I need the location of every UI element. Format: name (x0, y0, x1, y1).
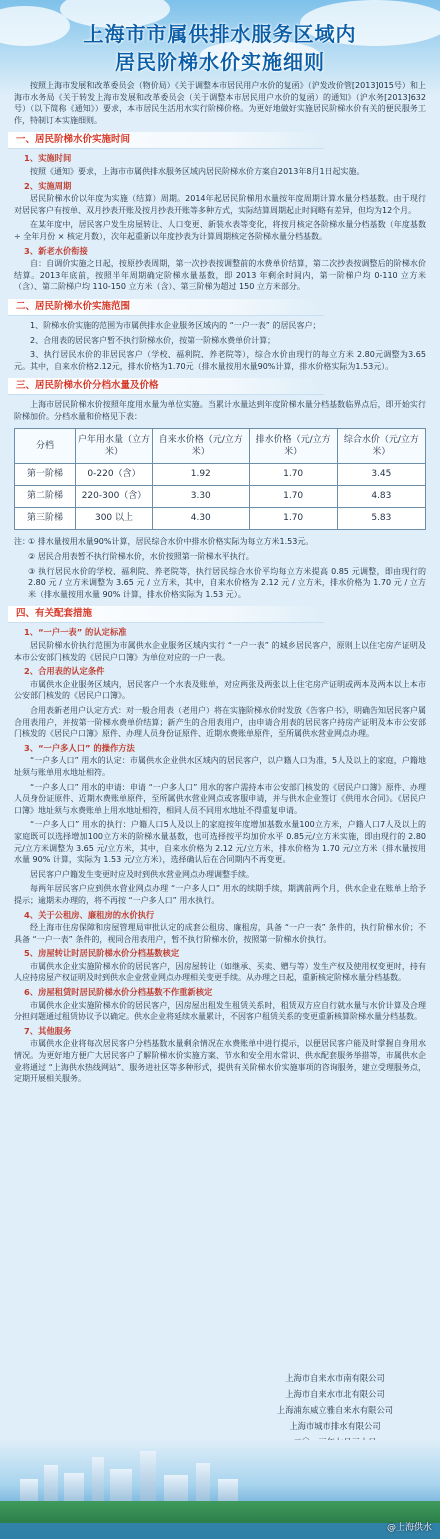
signature-org: 上海市自来水市南有限公司 (285, 1373, 385, 1383)
page-title: 上海市市属供排水服务区域内 (83, 22, 357, 46)
table-header-cell: 排水价格（元/立方米） (249, 429, 337, 464)
signature-org: 上海市自来水市北有限公司 (285, 1389, 385, 1399)
paragraph: 市属供水企业实施阶梯水价的居民客户，因房屋出租发生租赁关系时，租赁双方应自行就水量与水价计算及合理分担问题通过租赁协议予以确定。供水企业将延续水量累计，不因客户租赁关系的变更重新核算阶梯水量分档基数。 (14, 1000, 426, 1022)
table-cell: 4.30 (153, 508, 250, 530)
subheading: 3、“一户多人口” 的操作方法 (24, 742, 135, 753)
subheading: 1、“一户一表” 的认定标准 (24, 627, 127, 638)
table-cell: 第二阶梯 (15, 486, 76, 508)
section-heading: 四、有关配套措施 (8, 606, 324, 623)
paragraph: “一户多人口” 用水的认定：市属供水企业供水区域内的居民客户，以户籍人口为准，5人及以上的家庭，户籍地址须与账单用水地址相符。 (14, 756, 426, 777)
table-row (15, 486, 426, 508)
intro-paragraph: 按照上海市发展和改革委员会（物价局）《关于调整本市居民用户水价的复函》（沪发改价管[2013]015号）和上海市水务局《关于转发上海市发展和改革委员会（关于调整本市居民用户水价的复函）的通知》（沪水务[2013]632号）（以下简称《通知》）要求，本市居民生活用水实行阶梯价格。为更好地做好实施居民阶梯水价有关的便民服务工作，特制订本实施细则。 (14, 81, 426, 125)
table-row (15, 464, 426, 486)
table-cell: 4.83 (337, 486, 425, 508)
subheading: 6、房屋租赁时居民阶梯水价分档基数不作重新核定 (24, 987, 213, 998)
subheading: 2、实施周期 (24, 180, 72, 191)
section-heading: 二、居民阶梯水价实施范围 (8, 299, 324, 316)
paragraph: 市属供水企业将每次居民客户分档基数水量剩余情况在水费账单中进行提示，以便居民客户能及时掌握自身用水情况。为更好地方便广大居民客户了解阶梯水价实施方案、节水和安全用水常识、供水配套服务举措等，市属供水企业将通过 “上海供水热线网站”、服务进社区等多种形式，提供有关阶梯水价实施事项的咨询服务，建立受理服务点，定期开展相关服务。 (14, 1039, 426, 1084)
table-header-cell: 户年用水量（立方米） (76, 429, 153, 464)
subheading: 7、其他服务 (24, 1025, 72, 1036)
paragraph: 2、合用表的居民客户暂不执行阶梯水价，按第一阶梯水费单价计算； (30, 335, 276, 345)
table-row (15, 508, 426, 530)
paragraph: 按照《通知》要求，上海市市属供排水服务区域内居民阶梯水价方案自2013年8月1日起实施。 (30, 166, 365, 176)
paragraph: 1、阶梯水价实施的范围为市属供排水企业服务区域内的 “一户一表” 的居民客户； (30, 320, 321, 330)
section-heading: 三、居民阶梯水价分档水量及价格 (8, 378, 324, 395)
subheading: 5、房屋转让时居民阶梯水价分档基数核定 (24, 948, 180, 959)
table-cell: 1.70 (249, 508, 337, 530)
table-header-cell: 自来水价格（元/立方米） (153, 429, 250, 464)
table-cell: 第三阶梯 (15, 508, 76, 530)
paragraph: 每两年居民客户应到供水营业网点办理 “一户多人口” 用水的续期手续，期满前两个月，供水企业在账单上给予提示；逾期未办理的，将不再按 “一户多人口” 用水执行。 (14, 884, 426, 905)
subheading: 1、实施时间 (24, 153, 72, 164)
paragraph: 居民阶梯水价执行范围为市属供水企业服务区域内实行 “一户一表” 的城乡居民客户，原则上以住宅房产证明及本市公安部门核发的《居民户口簿》为单位对应的一户一表。 (14, 641, 426, 662)
paragraph: 3、执行居民水价的非居民客户（学校、福利院、养老院等），综合水价由现行的每立方米 2.80元调整为3.65元。其中，自来水价格2.12元，排水价格为1.70元（排水量按用水量90%计算，排水价格实际为1.53元）。 (14, 350, 426, 371)
paragraph: 市属供水企业服务区域内，居民客户一个水表及账单，对应两张及两张以上住宅房产证明或两本及两本以上本市公安部门核发的《居民户口簿》。 (14, 679, 426, 701)
paragraph: “一户多人口” 用水的申请：申请 “一户多人口” 用水的客户需持本市公安部门核发的《居民户口簿》原件、办理人员身份证原件、近期水费账单原件，至所属供水营业网点或客服申请，并与供水企业签订《供用水合同》。《居民户口簿》地址须与水费账单上用水地址相符，相同人员不同用水地址不得重复申请。 (14, 782, 426, 815)
document-body (14, 80, 426, 1088)
paragraph: 居民阶梯水价以年度为实施（结算）周期。2014年起居民阶梯用水量按年度周期计算水量分档基数。由于现行对居民客户有按单、双月抄表开账及按月抄表开账等多种方式，实际结算周期起止时间略有差异，但均为12个月。 (14, 194, 426, 215)
table-header-row (15, 429, 426, 464)
subheading: 4、关于公租房、廉租房的水价执行 (24, 909, 155, 920)
note-item: ③ 执行居民水价的学校、福利院、养老院等，执行居民综合水价平均每立方米提高 0.85 元调整，即由现行的 2.80 元 / 立方米调整为 3.65 元 / 立方米，其中，自来水价格为 2.12 元 / 立方米，排水价格为 1.70 元 / 立方米（排水量按用水量 90% 计算，排水价格实际为 1.53 元）。 (28, 566, 426, 599)
paragraph: 合用表新老用户认定方式：对一般合用表（老用户）将在实施阶梯水价时发放《告客户书》，明确告知居民客户属合用表用户，并按第一阶梯水费单价结算；新产生的合用表用户，由申请合用表的居民客户持房产证明及本市公安部门核发的《居民户口簿》原件、办理人员身份证原件、近期水费账单原件，至所属供水营业网点办理。 (14, 706, 426, 739)
table-cell: 3.45 (337, 464, 425, 486)
table-header-cell: 分档 (15, 429, 76, 464)
table-cell: 300 以上 (76, 508, 153, 530)
signature-block (250, 1370, 420, 1450)
table-cell: 1.70 (249, 464, 337, 486)
paragraph: “一户多人口” 用水的执行：户籍人口5人及以上的家庭按年度增加基数水量100立方米，户籍人口7人及以上的家庭既可以选择增加100立方米的阶梯水量基数，也可选择按平均加价水平 0.85元/立方米实施，即由现行的 2.80 元/立方米调整为 3.65 元/立方米，其中，自来水价格为 2.12 元/立方米，排水价格为 1.70 元/立方米（排水量按用水量 90% 计算，实际为 1.53 元/立方米），选择确认后在合同期内不再变更。 (14, 820, 426, 865)
paragraph: 上海市居民阶梯水价按照年度用水量为单位实施。当累计水量达到年度阶梯水量分档基数临界点后，即开始实行阶梯加价。分档水量和价格见下表： (14, 400, 426, 421)
city-skyline-illustration (0, 1440, 440, 1539)
paragraph: 市属供水企业实施阶梯水价的居民客户，因房屋转让（如继承、买卖、赠与等）发生产权及使用权变更时，持有人应持房屋产权证明及时到供水企业营业网点办理相关变更手续。从办理之日起，重新核定阶梯水量分档基数。 (14, 961, 426, 983)
table-cell: 5.83 (337, 508, 425, 530)
table-cell: 1.70 (249, 486, 337, 508)
watermark: @上海供水 (386, 1523, 432, 1533)
subheading: 3、新老水价衔接 (24, 245, 88, 256)
notes-label: 注： (14, 537, 30, 547)
page-subtitle: 居民阶梯水价实施细则 (115, 50, 325, 74)
paragraph: 在某年度中，居民客户发生房屋转让、人口变更、新装水表等变化，将按月核定各阶梯水量分档基数（年度基数 ÷ 全年月份 × 核定月数），次年起重新以年度抄表为计算周期核定各阶梯水量分档基数。 (14, 220, 426, 241)
table-cell: 3.30 (153, 486, 250, 508)
signature-org: 上海浦东威立雅自来水有限公司 (276, 1405, 394, 1415)
table-cell: 1.92 (153, 464, 250, 486)
table-cell: 0-220（含） (76, 464, 153, 486)
note-item: ② 居民合用表暂不执行阶梯水价，水价按照第一阶梯水平执行。 (28, 552, 254, 562)
table-cell: 220-300（含） (76, 486, 153, 508)
water-band (0, 1523, 440, 1539)
water-price-table (14, 428, 426, 530)
paragraph: 居民客户户籍发生变更时应及时到供水营业网点办理调整手续。 (30, 869, 254, 879)
paragraph: 自：自调价实施之日起，按原抄表周期，第一次抄表按调整前的水费单价结算，第二次抄表按调整后的阶梯水价结算。2013年底前，按照半年周期确定阶梯水量基数，即 2013 年剩余时间内，第一阶梯户均 0-110 立方米（含）、第二阶梯户均 110-150 立方米（含）、第三阶梯为超过 150 立方米部分。 (14, 259, 426, 292)
section-heading: 一、居民阶梯水价实施时间 (8, 132, 324, 149)
subheading: 2、合用表的认定条件 (24, 666, 105, 677)
table-cell: 第一阶梯 (15, 464, 76, 486)
table-notes (14, 536, 426, 600)
table-header-cell: 综合水价（元/立方米） (337, 429, 425, 464)
note-text: ① 排水量按用水量90%计算，居民综合水价中排水价格实际为每立方米1.53元。 (28, 537, 314, 547)
note-item (14, 536, 426, 548)
paragraph: 经上海市住房保障和房屋管理局审批认定的成套公租房、廉租房，具备 “一户一表” 条件的，执行阶梯水价；不具备 “一户一表” 条件的，视同合用表用户，暂不执行阶梯水价，按照第一阶梯水价执行。 (14, 923, 426, 944)
signature-org: 上海市城市排水有限公司 (289, 1421, 381, 1431)
